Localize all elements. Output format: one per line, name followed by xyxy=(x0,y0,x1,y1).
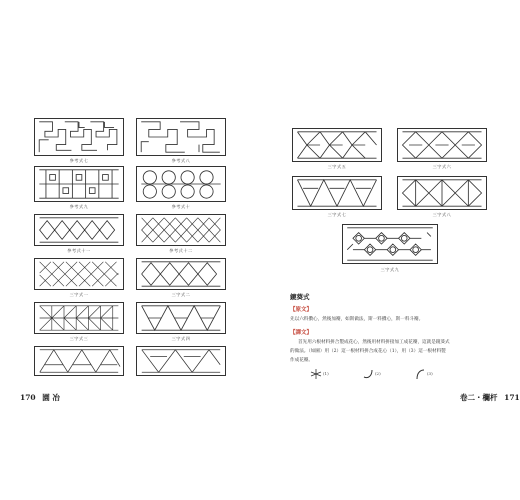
pattern-panel-three-char-4 xyxy=(136,302,226,334)
mirror-flower-lattice-illustration xyxy=(343,225,437,263)
pattern-panel-three-char-7 xyxy=(292,176,382,210)
caption: 三字式六 xyxy=(432,164,452,169)
geometric-lattice-illustration xyxy=(137,303,225,333)
translation-text xyxy=(290,338,490,365)
caption: 參考式十一 xyxy=(67,248,91,253)
caption: 三字式四 xyxy=(171,336,191,341)
caption: 三字式三 xyxy=(69,336,89,341)
caption: 參考式十 xyxy=(171,204,191,209)
translation-line: 的做法。（如圖）用（2）這一根材料拼合成花心（1），用（3）這一根材料製 xyxy=(290,349,446,354)
component-symbols xyxy=(310,368,450,382)
running-head: 卷二・欄杆 xyxy=(460,393,498,402)
trellis-illustration xyxy=(137,347,225,375)
pattern-panel-ref8 xyxy=(136,118,226,156)
original-tag: 【原文】 xyxy=(290,307,313,313)
pattern-panel-three-char-1 xyxy=(34,258,124,290)
translation-tag: 【譯文】 xyxy=(290,330,313,336)
caption: 三字式九 xyxy=(380,267,400,272)
caption: 參考式八 xyxy=(171,158,191,163)
crosshatch-lattice-illustration xyxy=(35,259,123,289)
trellis-illustration xyxy=(35,347,123,375)
page-number: 170 xyxy=(20,393,36,402)
pattern-panel-ref9 xyxy=(34,166,124,202)
diamond-lattice-illustration xyxy=(398,177,486,209)
section-title: 鏡葵式 xyxy=(290,293,310,301)
pattern-panel-three-char-6-right xyxy=(397,128,487,162)
page-number: 171 xyxy=(504,393,520,402)
caption: 三字式八 xyxy=(432,212,452,217)
caption: 參考式七 xyxy=(69,158,89,163)
diamond-lattice-illustration xyxy=(35,215,123,245)
caption: 三字式一 xyxy=(69,292,89,297)
translation-line: 首先用六根材料拼合製成花心，然後用材料拼接加工成花瓣，這就是鏡葵式 xyxy=(298,340,450,345)
symbol-label: (3) xyxy=(427,371,433,376)
right-page xyxy=(260,0,520,500)
pattern-panel-three-char-6 xyxy=(136,346,226,376)
caption: 三字式七 xyxy=(327,212,347,217)
translation-line: 作成花瓣。 xyxy=(290,358,313,363)
fret-pattern-illustration xyxy=(35,119,123,155)
diamond-lattice-illustration xyxy=(137,215,225,245)
caption: 參考式十二 xyxy=(169,248,193,253)
six-piece-center-icon xyxy=(310,368,322,380)
symbol-label: (1) xyxy=(323,371,329,376)
petal-piece-icon xyxy=(414,368,426,380)
running-head: 園 冶 xyxy=(42,393,60,402)
symbol-label: (2) xyxy=(375,371,381,376)
original-text: 先以六料攢心，然後加瓣，如斯做法，斯一料攢心，斯一料斗瓣。 xyxy=(290,317,424,322)
right-folio xyxy=(460,392,520,403)
caption: 三字式二 xyxy=(171,292,191,297)
pattern-panel-ref7 xyxy=(34,118,124,156)
pattern-panel-three-char-5-right xyxy=(292,128,382,162)
pattern-panel-ref10 xyxy=(136,166,226,202)
left-folio xyxy=(20,392,60,403)
pattern-panel-three-char-8 xyxy=(397,176,487,210)
geometric-lattice-illustration xyxy=(35,303,123,333)
pattern-panel-three-char-5 xyxy=(34,346,124,376)
pattern-panel-three-char-3 xyxy=(34,302,124,334)
curved-piece-icon xyxy=(362,368,374,380)
circle-lattice-illustration xyxy=(137,167,225,201)
caption: 參考式九 xyxy=(69,204,89,209)
pattern-panel-three-char-9 xyxy=(342,224,438,264)
pattern-panel-ref12 xyxy=(136,214,226,246)
pattern-panel-ref11 xyxy=(34,214,124,246)
zigzag-lattice-illustration xyxy=(293,129,381,161)
fret-pattern-illustration xyxy=(137,119,225,155)
pattern-panel-three-char-2 xyxy=(136,258,226,290)
lattice-illustration xyxy=(35,167,123,201)
zigzag-lattice-illustration xyxy=(293,177,381,209)
diamond-lattice-illustration xyxy=(398,129,486,161)
zigzag-lattice-illustration xyxy=(137,259,225,289)
caption: 三字式五 xyxy=(327,164,347,169)
